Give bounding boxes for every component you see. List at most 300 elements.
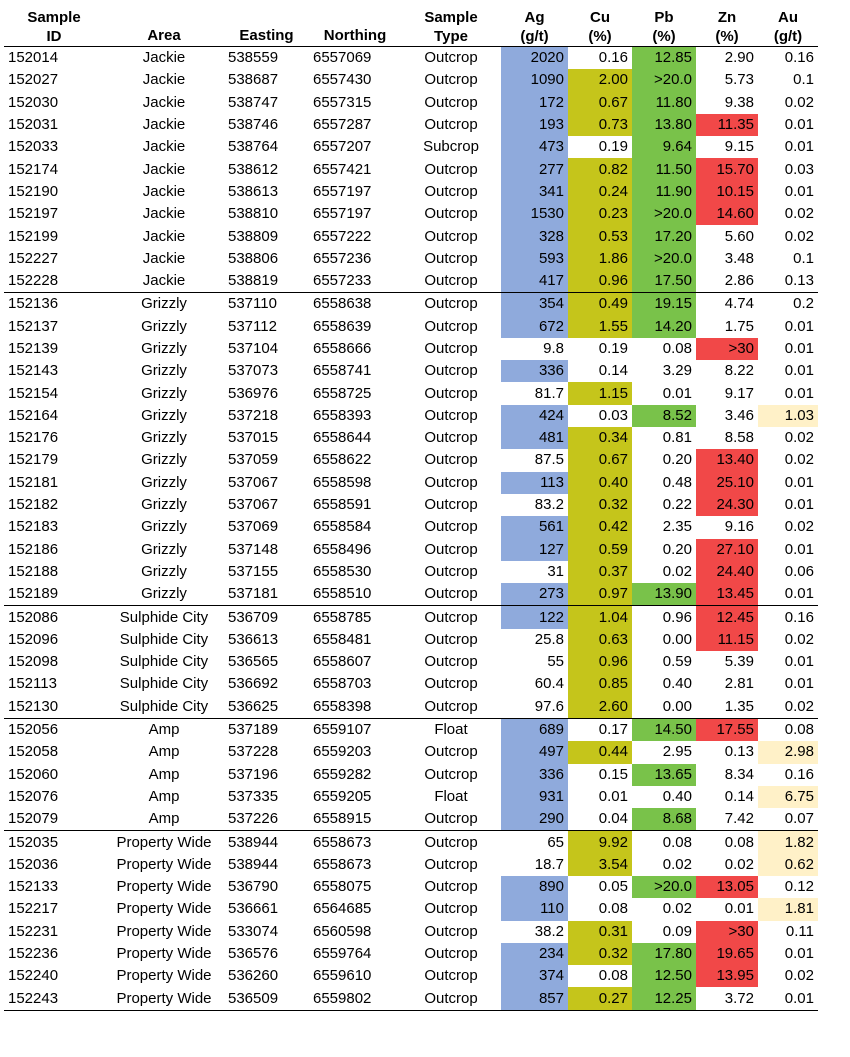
cell-ag: 374: [501, 965, 568, 987]
assay-results-table: [4, 4, 818, 1011]
cell-zn: 27.10: [696, 539, 758, 561]
cell-au: 0.01: [784, 384, 814, 402]
cell-sample-id: 152031: [8, 116, 59, 134]
cell-area: Jackie: [142, 49, 186, 67]
cell-sample-type: Outcrop: [424, 93, 478, 111]
cell-easting: 537073: [228, 362, 279, 380]
cell-au: 0.02: [784, 967, 814, 985]
cell-area: Jackie: [142, 205, 186, 223]
table-row: [4, 696, 818, 719]
cell-ag: 65: [547, 833, 564, 851]
cell-zn: 8.22: [724, 362, 754, 380]
cell-sample-type: Outcrop: [424, 743, 478, 761]
cell-au: 2.98: [758, 741, 818, 763]
cell-zn: >30: [696, 338, 758, 360]
cell-area: Property Wide: [116, 878, 212, 896]
table-header: [4, 4, 818, 47]
cell-ag: 31: [547, 562, 564, 580]
cell-sample-id: 152217: [8, 900, 59, 918]
table-row: [4, 583, 818, 606]
table-row: [4, 898, 818, 920]
cell-au: 0.01: [784, 317, 814, 335]
cell-ag: 561: [501, 516, 568, 538]
cell-northing: 6558673: [313, 855, 372, 873]
cell-area: Sulphide City: [119, 630, 209, 648]
cell-easting: 536565: [228, 653, 279, 671]
cell-sample-type: Outcrop: [401, 808, 501, 831]
cell-au: 0.16: [784, 765, 814, 783]
cell-sample-id: 152231: [8, 922, 59, 940]
cell-ag: 38.2: [534, 922, 564, 940]
cell-zn: 2.90: [724, 49, 754, 67]
cell-area: Jackie: [142, 227, 186, 245]
cell-au: 0.01: [784, 116, 814, 134]
cell-sample-type: Outcrop: [424, 71, 478, 89]
cell-ag: 497: [501, 741, 568, 763]
cell-pb: 0.02: [662, 900, 692, 918]
cell-sample-type: Outcrop: [424, 429, 478, 447]
table-row: [4, 114, 818, 136]
cell-sample-type: Outcrop: [424, 182, 478, 200]
cell-sample-type: Outcrop: [424, 473, 478, 491]
cell-pb: 0.40: [662, 787, 692, 805]
cell-easting: 538806: [228, 249, 279, 267]
cell-area: Property Wide: [116, 900, 212, 918]
cell-northing: 6558639: [313, 317, 372, 335]
cell-au: 0.01: [784, 340, 814, 357]
cell-pb: >20.0: [632, 248, 696, 270]
column-header-line1: Northing: [323, 27, 387, 44]
cell-northing: 6557236: [313, 249, 372, 267]
table-row: [4, 449, 818, 471]
cell-cu: 0.14: [598, 362, 628, 380]
table-row: [4, 516, 818, 538]
cell-sample-id: 152036: [8, 855, 59, 873]
cell-sample-type: Subcrop: [423, 138, 479, 156]
cell-au: 0.02: [784, 518, 814, 536]
table-row: [4, 136, 818, 158]
table-row: [4, 69, 818, 91]
cell-au: 0.02: [758, 696, 818, 719]
cell-sample-id: 152181: [8, 473, 59, 491]
cell-northing: 6557430: [313, 71, 372, 89]
column-header-sample-type: [401, 4, 501, 47]
cell-sample-id: 152035: [8, 833, 59, 851]
cell-pb: 17.50: [632, 270, 696, 293]
cell-easting: 536709: [228, 608, 279, 626]
cell-area: Jackie: [142, 249, 186, 267]
cell-au: 0.16: [784, 608, 814, 626]
cell-northing: 6559205: [313, 787, 372, 805]
table-row: [4, 270, 818, 293]
cell-ag: 890: [501, 876, 568, 898]
cell-zn: 5.39: [724, 653, 754, 671]
cell-ag: 689: [501, 718, 568, 741]
cell-sample-id: 152136: [8, 295, 59, 313]
table-row: [4, 382, 818, 404]
column-header-easting: [224, 4, 309, 47]
table-row: [4, 472, 818, 494]
column-header-area: [104, 4, 224, 47]
cell-northing: 6559203: [313, 743, 372, 761]
cell-sample-type: Outcrop: [424, 540, 478, 558]
cell-zn: 15.70: [696, 158, 758, 180]
cell-cu: 9.92: [568, 831, 632, 854]
cell-sample-id: 152096: [8, 630, 59, 648]
cell-sample-type: Outcrop: [424, 878, 478, 896]
column-header-zn: [696, 4, 758, 47]
cell-pb: 0.22: [662, 496, 692, 514]
cell-au: 1.82: [758, 831, 818, 854]
table-row: [4, 494, 818, 516]
cell-zn: 5.60: [724, 227, 754, 245]
cell-northing: 6558785: [313, 608, 372, 626]
cell-area: Amp: [148, 743, 180, 761]
cell-sample-id: 152033: [8, 138, 59, 156]
cell-easting: 537226: [224, 808, 309, 831]
column-header-line2: (g/t): [520, 28, 549, 45]
cell-cu: 0.05: [598, 878, 628, 896]
cell-northing: 6557287: [313, 116, 372, 134]
cell-au: 0.01: [784, 540, 814, 558]
cell-sample-id: 152236: [8, 945, 59, 963]
cell-sample-type: Float: [434, 721, 468, 739]
cell-northing: 6559610: [313, 967, 372, 985]
cell-easting: 538944: [228, 833, 279, 851]
cell-sample-id: 152113: [8, 675, 57, 693]
cell-easting: 536976: [228, 384, 279, 402]
cell-zn: 4.74: [724, 295, 754, 313]
cell-au: 0.16: [784, 49, 814, 67]
cell-area: Jackie: [142, 160, 186, 178]
cell-area: Sulphide City: [119, 675, 209, 693]
cell-ag: 277: [501, 158, 568, 180]
cell-area: Jackie: [142, 116, 186, 134]
cell-zn: 5.73: [724, 71, 754, 89]
cell-pb: >20.0: [632, 203, 696, 225]
table-row: [4, 338, 818, 360]
cell-zn: 1.35: [696, 696, 758, 719]
cell-easting: 538810: [228, 205, 279, 223]
cell-easting: 537335: [228, 787, 279, 805]
cell-sample-type: Outcrop: [401, 583, 501, 606]
table-row: [4, 943, 818, 965]
cell-sample-type: Outcrop: [424, 855, 478, 873]
cell-area: Grizzly: [141, 340, 187, 357]
cell-cu: 0.03: [598, 406, 628, 424]
cell-cu: 0.32: [568, 943, 632, 965]
table-row: [4, 427, 818, 449]
cell-zn: 24.40: [696, 561, 758, 583]
cell-zn: 8.34: [724, 765, 754, 783]
cell-ag: 1530: [501, 203, 568, 225]
cell-zn: 24.30: [696, 494, 758, 516]
cell-pb: 0.00: [662, 630, 692, 648]
cell-area: Jackie: [142, 138, 186, 156]
cell-pb: 8.68: [632, 808, 696, 831]
column-header-line1: Easting: [239, 27, 294, 44]
cell-pb: 0.09: [662, 922, 692, 940]
column-header-ag: [501, 4, 568, 47]
cell-ag: 473: [501, 136, 568, 158]
column-header-line2: Type: [434, 28, 468, 45]
cell-ag: 341: [501, 181, 568, 203]
cell-sample-id: 152176: [8, 429, 59, 447]
cell-northing: 6559107: [313, 721, 372, 739]
cell-cu: 0.96: [568, 651, 632, 673]
cell-pb: 13.90: [632, 583, 696, 606]
cell-sample-type: Outcrop: [424, 160, 478, 178]
cell-easting: 537104: [228, 340, 279, 357]
cell-ag: 193: [501, 114, 568, 136]
cell-sample-id: 152227: [8, 249, 59, 267]
cell-ag: 172: [501, 92, 568, 114]
cell-sample-type: Outcrop: [424, 967, 478, 985]
table-row: [4, 606, 818, 629]
cell-cu: 0.96: [568, 270, 632, 293]
cell-cu: 0.42: [568, 516, 632, 538]
table-row: [4, 921, 818, 943]
cell-au: 0.2: [793, 295, 814, 313]
cell-ag: 122: [501, 606, 568, 629]
cell-easting: 536260: [228, 967, 279, 985]
cell-cu: 0.15: [598, 765, 628, 783]
cell-zn: 11.35: [696, 114, 758, 136]
cell-sample-id: 152228: [4, 270, 104, 293]
cell-pb: 0.01: [662, 384, 692, 402]
cell-northing: 6558398: [309, 696, 401, 719]
cell-northing: 6559802: [309, 987, 401, 1010]
cell-northing: 6557197: [313, 205, 372, 223]
cell-sample-type: Outcrop: [401, 696, 501, 719]
cell-zn: 3.46: [724, 406, 754, 424]
cell-area: Amp: [148, 765, 180, 783]
cell-cu: 0.40: [568, 472, 632, 494]
cell-ag: 273: [501, 583, 568, 606]
cell-easting: 537155: [228, 562, 279, 580]
cell-area: Grizzly: [104, 583, 224, 606]
cell-pb: 17.80: [632, 943, 696, 965]
cell-area: Grizzly: [141, 540, 187, 558]
cell-cu: 1.55: [568, 316, 632, 338]
cell-sample-type: Outcrop: [424, 116, 478, 134]
cell-cu: 0.16: [598, 49, 628, 67]
cell-easting: 537069: [228, 518, 279, 536]
column-header-sample-id: [4, 4, 104, 47]
cell-zn: 9.38: [724, 93, 754, 111]
table-row: [4, 316, 818, 338]
cell-cu: 0.67: [568, 92, 632, 114]
cell-ag: 113: [501, 472, 568, 494]
cell-easting: 538613: [228, 182, 279, 200]
cell-cu: 0.73: [568, 114, 632, 136]
cell-sample-type: Outcrop: [424, 227, 478, 245]
cell-zn: 9.15: [724, 138, 754, 156]
cell-easting: 536661: [228, 900, 279, 918]
table-row: [4, 831, 818, 854]
cell-sample-id: 152164: [8, 406, 59, 424]
cell-northing: 6558598: [313, 473, 372, 491]
cell-ag: 593: [501, 248, 568, 270]
cell-sample-type: Outcrop: [424, 608, 478, 626]
cell-au: 0.02: [784, 429, 814, 447]
cell-northing: 6558607: [313, 653, 372, 671]
cell-au: 0.01: [784, 675, 814, 693]
cell-easting: 533074: [228, 922, 279, 940]
cell-easting: 537148: [228, 540, 279, 558]
cell-zn: 13.95: [696, 965, 758, 987]
cell-easting: 537015: [228, 429, 279, 447]
column-header-line2: (g/t): [773, 28, 803, 45]
cell-easting: 536625: [224, 696, 309, 719]
column-header-line1: Sample: [424, 9, 478, 26]
cell-sample-id: 152014: [8, 49, 59, 67]
table-row: [4, 965, 818, 987]
cell-zn: 13.45: [696, 583, 758, 606]
cell-ag: 9.8: [543, 340, 564, 357]
cell-sample-id: 152133: [8, 878, 59, 896]
cell-au: 0.1: [793, 71, 814, 89]
cell-cu: 0.97: [568, 583, 632, 606]
cell-area: Property Wide: [116, 922, 212, 940]
cell-northing: 6558666: [313, 340, 372, 357]
cell-cu: 0.19: [598, 138, 628, 156]
cell-au: 0.1: [793, 249, 814, 267]
cell-area: Sulphide City: [119, 653, 209, 671]
cell-cu: 1.15: [568, 382, 632, 404]
cell-northing: 6558638: [313, 295, 372, 313]
cell-pb: 13.65: [632, 764, 696, 786]
cell-easting: 536790: [228, 878, 279, 896]
cell-sample-type: Outcrop: [424, 295, 478, 313]
cell-cu: 2.60: [568, 696, 632, 719]
cell-cu: 0.04: [568, 808, 632, 831]
cell-area: Grizzly: [141, 406, 187, 424]
cell-ag: 328: [501, 225, 568, 247]
cell-area: Property Wide: [104, 987, 224, 1010]
cell-zn: 25.10: [696, 472, 758, 494]
cell-au: 0.02: [784, 93, 814, 111]
cell-easting: 537067: [228, 496, 279, 514]
cell-au: 0.01: [758, 987, 818, 1010]
cell-zn: 0.02: [724, 855, 754, 873]
cell-pb: 12.85: [632, 47, 696, 70]
cell-zn: 9.17: [724, 384, 754, 402]
cell-au: 0.01: [784, 653, 814, 671]
cell-sample-type: Outcrop: [424, 562, 478, 580]
cell-ag: 1090: [501, 69, 568, 91]
cell-sample-type: Outcrop: [424, 922, 478, 940]
cell-area: Sulphide City: [104, 696, 224, 719]
cell-ag: 424: [501, 405, 568, 427]
cell-cu: 1.86: [568, 248, 632, 270]
table-row: [4, 360, 818, 382]
cell-cu: 0.23: [568, 203, 632, 225]
cell-ag: 672: [501, 316, 568, 338]
cell-au: 0.03: [784, 160, 814, 178]
cell-area: Amp: [148, 721, 180, 739]
column-header-line1: Area: [147, 27, 181, 44]
column-header-line1: Ag: [524, 9, 545, 26]
cell-cu: 0.63: [568, 629, 632, 651]
cell-ag: 97.6: [501, 696, 568, 719]
cell-easting: 536509: [224, 987, 309, 1010]
cell-pb: 0.96: [662, 608, 692, 626]
cell-zn: 13.40: [696, 449, 758, 471]
cell-ag: 481: [501, 427, 568, 449]
cell-sample-type: Outcrop: [401, 270, 501, 293]
cell-easting: 537067: [228, 473, 279, 491]
cell-cu: 0.85: [568, 673, 632, 695]
column-header-cu: [568, 4, 632, 47]
cell-sample-type: Outcrop: [424, 900, 478, 918]
table-row: [4, 764, 818, 786]
cell-pb: 11.50: [632, 158, 696, 180]
cell-northing: 6557069: [313, 49, 372, 67]
cell-area: Grizzly: [141, 473, 187, 491]
cell-au: 0.11: [785, 922, 814, 940]
cell-pb: 17.20: [632, 225, 696, 247]
cell-easting: 537228: [228, 743, 279, 761]
cell-easting: 538687: [228, 71, 279, 89]
table-row: [4, 808, 818, 831]
table-row: [4, 876, 818, 898]
cell-sample-id: 152174: [8, 160, 59, 178]
cell-northing: 6558530: [313, 562, 372, 580]
cell-easting: 536576: [228, 945, 279, 963]
cell-cu: 0.67: [568, 449, 632, 471]
cell-northing: 6557315: [313, 93, 372, 111]
cell-ag: 931: [501, 786, 568, 808]
cell-sample-type: Outcrop: [424, 765, 478, 783]
cell-au: 0.62: [758, 854, 818, 876]
table-row: [4, 718, 818, 741]
table-row: [4, 629, 818, 651]
cell-area: Amp: [148, 787, 180, 805]
cell-sample-id: 152183: [8, 518, 59, 536]
cell-cu: 0.08: [598, 967, 628, 985]
cell-au: 0.02: [784, 451, 814, 469]
cell-sample-id: 152186: [8, 540, 59, 558]
cell-northing: 6557222: [313, 227, 372, 245]
column-header-line1: Zn: [717, 9, 737, 26]
cell-cu: 0.01: [598, 787, 628, 805]
cell-sample-type: Outcrop: [401, 987, 501, 1010]
cell-zn: 0.08: [724, 833, 754, 851]
cell-pb: 12.25: [632, 987, 696, 1010]
cell-ag: 110: [501, 898, 568, 920]
cell-northing: 6564685: [313, 900, 372, 918]
cell-pb: 9.64: [632, 136, 696, 158]
cell-cu: 0.17: [598, 721, 628, 739]
cell-easting: 536692: [228, 675, 279, 693]
cell-sample-id: 152188: [8, 562, 59, 580]
cell-ag: 2020: [501, 47, 568, 70]
cell-pb: >20.0: [632, 69, 696, 91]
cell-northing: 6558584: [313, 518, 372, 536]
cell-northing: 6558496: [313, 540, 372, 558]
cell-easting: 538746: [228, 116, 279, 134]
cell-au: 0.06: [784, 562, 814, 580]
cell-sample-id: 152076: [8, 787, 59, 805]
cell-easting: 537196: [228, 765, 279, 783]
cell-au: 0.01: [784, 362, 814, 380]
cell-area: Amp: [104, 808, 224, 831]
cell-sample-type: Outcrop: [424, 496, 478, 514]
cell-northing: 6557207: [313, 138, 372, 156]
cell-cu: 3.54: [568, 854, 632, 876]
cell-pb: 2.95: [662, 743, 692, 761]
